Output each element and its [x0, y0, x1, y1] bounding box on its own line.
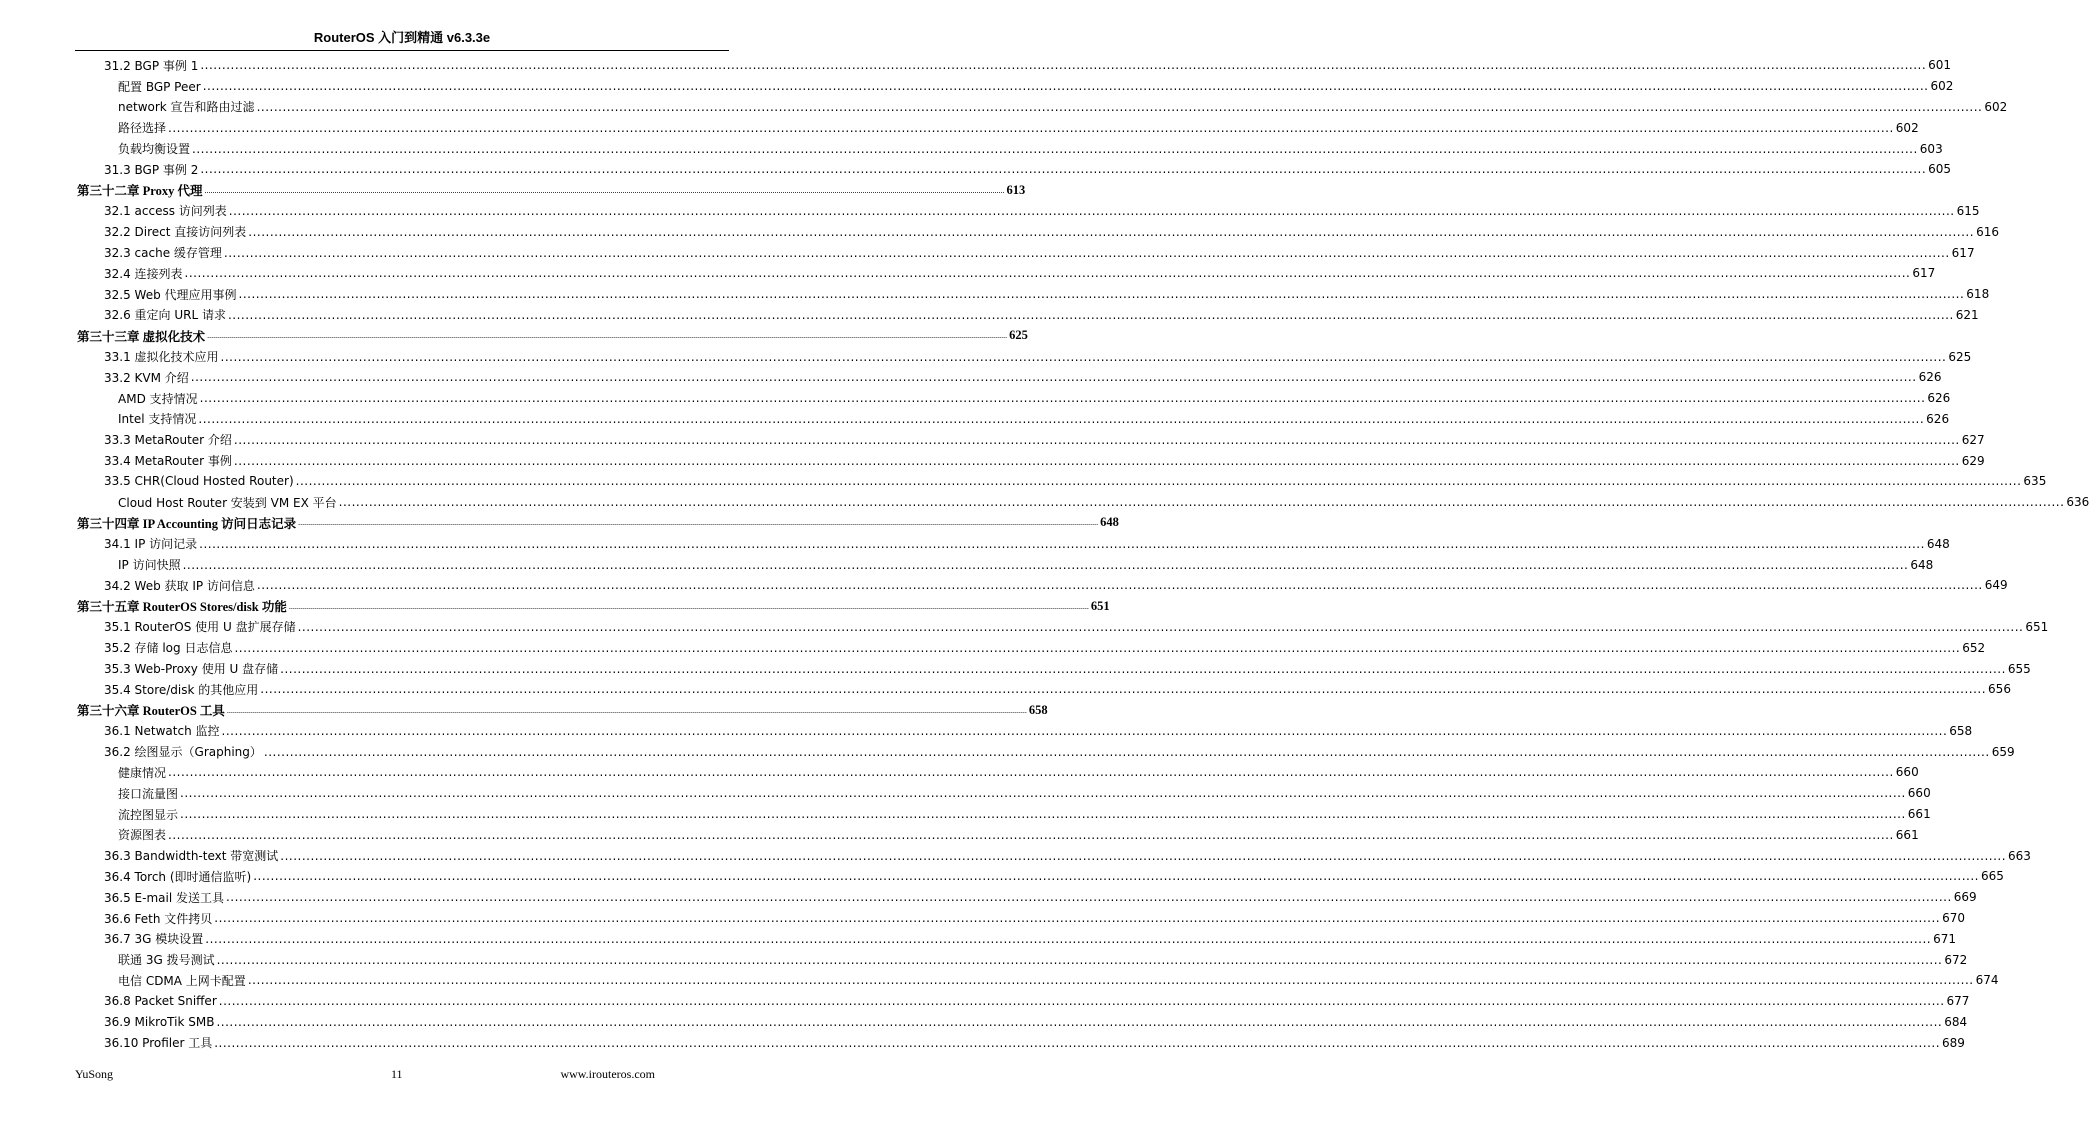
toc-entry-title: 36.10 Profiler 工具	[104, 1036, 213, 1051]
toc-entry-page: 602	[1930, 79, 1954, 94]
toc-entry-title: 35.1 RouterOS 使用 U 盘扩展存储	[104, 620, 296, 635]
toc-entry-title: 33.3 MetaRouter 介绍	[104, 433, 232, 448]
toc-section-entry[interactable]	[75, 450, 1985, 471]
toc-entry-page: 636	[2066, 495, 2089, 510]
toc-section-entry[interactable]	[75, 845, 2031, 866]
toc-entry-page: 660	[1907, 786, 1931, 801]
toc-section-entry[interactable]	[75, 908, 1965, 929]
toc-entry-title: 第三十五章 RouterOS Stores/disk 功能	[77, 600, 287, 615]
toc-entry-title: 36.9 MikroTik SMB	[104, 1015, 215, 1030]
toc-entry-title: 32.2 Direct 直接访问列表	[104, 225, 247, 240]
dot-leader: ................................................................................................................................................................................................................................................................................................................................................................................................................	[297, 619, 2024, 634]
dot-leader: ................................................................................................................................................................................................................................................................................................................................................................................................................	[220, 349, 1947, 364]
toc-entry-page: 635	[2023, 474, 2047, 489]
dot-leader: ................................................................................................................................................................................................................................................................................................................................................................................................................	[200, 162, 1927, 177]
dot-leader: ................................................................................................................................................................................................................................................................................................................................................................................................................	[295, 474, 2022, 489]
toc-subsection-entry[interactable]	[75, 138, 1943, 159]
toc-entry-page: 626	[1926, 411, 1950, 426]
toc-chapter-entry[interactable]	[75, 513, 1119, 534]
toc-entry-page: 670	[1942, 911, 1965, 926]
dot-leader: ................................................................................................................................................................................................................................................................................................................................................................................................................	[225, 890, 1952, 905]
dot-leader: ................................................................................................................................................................................................................................................................................................................................................................................................................	[182, 557, 1909, 572]
toc-subsection-entry[interactable]	[75, 783, 1931, 804]
toc-subsection-entry[interactable]	[75, 492, 2089, 513]
toc-entry-title: 第三十二章 Proxy 代理	[77, 184, 203, 199]
toc-section-entry[interactable]	[75, 866, 2004, 887]
toc-entry-page: 627	[1961, 432, 1985, 447]
toc-section-entry[interactable]	[75, 471, 2047, 492]
dot-leader: ................................................................................................................................................................................................................................................................................................................................................................................................................	[180, 786, 1906, 801]
footer-author: YuSong	[75, 1067, 114, 1081]
toc-subsection-entry[interactable]	[75, 388, 1951, 409]
dot-leader: ................................................................................................................................................................................................................................................................................................................................................................................................................	[192, 141, 1918, 156]
dot-leader: ................................................................................................................................................................................................................................................................................................................................................................................................................	[228, 203, 1955, 218]
toc-subsection-entry[interactable]	[75, 762, 1919, 783]
toc-entry-page: 677	[1946, 994, 1970, 1009]
toc-entry-title: 资源图表	[118, 828, 167, 843]
toc-entry-title: 36.5 E-mail 发送工具	[104, 890, 224, 905]
toc-entry-title: 负载均衡设置	[118, 142, 191, 157]
toc-section-entry[interactable]	[75, 221, 1999, 242]
dot-leader: ................................................................................................................................................................................................................................................................................................................................................................................................................	[190, 370, 1917, 385]
toc-section-entry[interactable]	[75, 887, 1977, 908]
toc-chapter-entry[interactable]	[75, 700, 1048, 721]
dot-leader: ................................................................................................................................................................................................................................................................................................................................................................................................................	[168, 827, 1894, 842]
dot-leader: ................................................................................................................................................................................................................................................................................................................................................................................................................	[202, 79, 1929, 94]
dot-leader: ................................................................................................................................................................................................................................................................................................................................................................................................................	[288, 601, 1089, 611]
toc-entry-title: 31.3 BGP 事例 2	[104, 162, 199, 177]
toc-section-entry[interactable]	[75, 1032, 1965, 1053]
page-header: RouterOS 入门到精通 v6.3.3e	[313, 30, 491, 45]
toc-section-entry[interactable]	[75, 263, 1936, 284]
toc-entry-page: 689	[1942, 1035, 1965, 1050]
toc-subsection-entry[interactable]	[75, 76, 1954, 97]
dot-leader: ................................................................................................................................................................................................................................................................................................................................................................................................................	[214, 1035, 1941, 1050]
toc-entry-title: 34.2 Web 获取 IP 访问信息	[104, 578, 255, 593]
toc-entry-title: 第三十六章 RouterOS 工具	[77, 704, 225, 719]
dot-leader: ................................................................................................................................................................................................................................................................................................................................................................................................................	[223, 245, 1950, 260]
toc-section-entry[interactable]	[75, 429, 1985, 450]
toc-entry-page: 615	[1956, 203, 1980, 218]
toc-section-entry[interactable]	[75, 201, 1980, 222]
toc-entry-title: 第三十四章 IP Accounting 访问日志记录	[77, 516, 297, 531]
dot-leader: ................................................................................................................................................................................................................................................................................................................................................................................................................	[216, 1015, 1943, 1030]
toc-section-entry[interactable]	[75, 55, 1952, 76]
toc-entry-page: 652	[1962, 640, 1986, 655]
dot-leader: ................................................................................................................................................................................................................................................................................................................................................................................................................	[298, 518, 1099, 528]
toc-entry-title: 32.4 连接列表	[104, 266, 183, 281]
dot-leader: ................................................................................................................................................................................................................................................................................................................................................................................................................	[218, 994, 1945, 1009]
toc-subsection-entry[interactable]	[75, 554, 1934, 575]
toc-entry-page: 659	[1991, 744, 2015, 759]
toc-subsection-entry[interactable]	[75, 804, 1931, 825]
toc-section-entry[interactable]	[75, 242, 1975, 263]
toc-entry-page: 648	[1926, 536, 1950, 551]
toc-entry-title: 电信 CDMA 上网卡配置	[118, 973, 246, 988]
toc-section-entry[interactable]	[75, 284, 1990, 305]
dot-leader: ................................................................................................................................................................................................................................................................................................................................................................................................................	[338, 495, 2065, 510]
toc-entry-title: 33.5 CHR(Cloud Hosted Router)	[104, 474, 294, 489]
toc-entry-page: 656	[1988, 682, 2011, 697]
dot-leader: ................................................................................................................................................................................................................................................................................................................................................................................................................	[256, 99, 1983, 114]
toc-entry-page: 649	[1984, 578, 2008, 593]
toc-entry-title: 35.4 Store/disk 的其他应用	[104, 682, 259, 697]
dot-leader: ................................................................................................................................................................................................................................................................................................................................................................................................................	[248, 224, 1975, 239]
toc-section-entry[interactable]	[75, 533, 1950, 554]
toc-entry-title: 健康情况	[118, 765, 167, 780]
toc-entry-page: 663	[2008, 848, 2031, 863]
toc-entry-page: 601	[1928, 58, 1952, 73]
dot-leader: ................................................................................................................................................................................................................................................................................................................................................................................................................	[216, 952, 1943, 967]
dot-leader: ................................................................................................................................................................................................................................................................................................................................................................................................................	[199, 391, 1926, 406]
toc-section-entry[interactable]	[75, 159, 1952, 180]
toc-subsection-entry[interactable]	[75, 97, 2008, 118]
toc-entry-page: 602	[1895, 120, 1919, 135]
toc-section-entry[interactable]	[75, 367, 1942, 388]
toc-section-entry[interactable]	[75, 305, 1979, 326]
toc-entry-title: 32.1 access 访问列表	[104, 204, 227, 219]
toc-entry-title: AMD 支持情况	[118, 391, 198, 406]
toc-entry-title: 联通 3G 拨号测试	[118, 953, 215, 968]
toc-section-entry[interactable]	[75, 658, 2031, 679]
toc-entry-title: 接口流量图	[118, 786, 179, 801]
page-footer	[75, 1067, 655, 1083]
toc-entry-title: 36.7 3G 模块设置	[104, 932, 204, 947]
dot-leader: ................................................................................................................................................................................................................................................................................................................................................................................................................	[168, 765, 1894, 780]
toc-entry-page: 669	[1953, 890, 1977, 905]
dot-leader: ................................................................................................................................................................................................................................................................................................................................................................................................................	[199, 536, 1925, 551]
dot-leader: ................................................................................................................................................................................................................................................................................................................................................................................................................	[234, 640, 1961, 655]
toc-chapter-entry[interactable]	[75, 596, 1110, 617]
dot-leader: ................................................................................................................................................................................................................................................................................................................................................................................................................	[226, 705, 1027, 715]
toc-entry-title: 36.6 Feth 文件拷贝	[104, 911, 213, 926]
dot-leader: ................................................................................................................................................................................................................................................................................................................................................................................................................	[227, 307, 1954, 322]
toc-section-entry[interactable]	[75, 617, 2049, 638]
toc-entry-page: 648	[1910, 557, 1934, 572]
toc-entry-page: 629	[1961, 453, 1985, 468]
toc-entry-page: 648	[1100, 515, 1119, 530]
toc-entry-page: 661	[1907, 807, 1931, 822]
toc-section-entry[interactable]	[75, 1012, 1968, 1033]
toc-entry-page: 626	[1918, 370, 1942, 385]
toc-entry-title: 33.4 MetaRouter 事例	[104, 454, 232, 469]
toc-entry-title: 36.4 Torch (即时通信监听)	[104, 869, 252, 884]
dot-leader: ................................................................................................................................................................................................................................................................................................................................................................................................................	[180, 807, 1906, 822]
toc-entry-title: Cloud Host Router 安装到 VM EX 平台	[118, 495, 337, 510]
dot-leader: ................................................................................................................................................................................................................................................................................................................................................................................................................	[207, 331, 1008, 341]
toc-entry-title: 35.3 Web-Proxy 使用 U 盘存储	[104, 662, 279, 676]
toc-subsection-entry[interactable]	[75, 117, 1919, 138]
dot-leader: ................................................................................................................................................................................................................................................................................................................................................................................................................	[280, 661, 2006, 676]
toc-entry-page: 674	[1975, 973, 1999, 988]
toc-entry-title: 32.3 cache 缓存管理	[104, 246, 222, 261]
toc-section-entry[interactable]	[75, 637, 1986, 658]
toc-subsection-entry[interactable]	[75, 949, 1968, 970]
footer-website: www.irouteros.com	[560, 1067, 655, 1081]
toc-entry-page: 684	[1944, 1015, 1968, 1030]
toc-entry-page: 613	[1006, 182, 1026, 197]
toc-entry-page: 605	[1928, 162, 1952, 177]
toc-entry-title: 33.2 KVM 介绍	[104, 370, 189, 385]
toc-entry-title: 33.1 虚拟化技术应用	[104, 350, 219, 365]
dot-leader: ................................................................................................................................................................................................................................................................................................................................................................................................................	[256, 578, 1983, 593]
toc-entry-title: 路径选择	[118, 121, 167, 136]
toc-entry-page: 672	[1944, 952, 1968, 967]
toc-entry-page: 665	[1981, 869, 2004, 884]
toc-section-entry[interactable]	[75, 741, 2015, 762]
dot-leader: ................................................................................................................................................................................................................................................................................................................................................................................................................	[214, 911, 1941, 926]
toc-entry-page: 660	[1895, 765, 1919, 780]
toc-entry-page: 621	[1955, 307, 1979, 322]
toc-entry-title: 配置 BGP Peer	[118, 79, 201, 94]
toc-entry-title: 35.2 存储 log 日志信息	[104, 641, 233, 656]
toc-entry-title: 流控图显示	[118, 807, 179, 822]
dot-leader: ................................................................................................................................................................................................................................................................................................................................................................................................................	[221, 723, 1948, 738]
dot-leader: ................................................................................................................................................................................................................................................................................................................................................................................................................	[260, 682, 1987, 697]
toc-chapter-entry[interactable]	[75, 325, 1028, 346]
toc-entry-page: 603	[1919, 141, 1943, 156]
toc-entry-page: 618	[1966, 287, 1990, 302]
toc-entry-page: 625	[1009, 328, 1028, 343]
toc-entry-title: 36.1 Netwatch 监控	[104, 724, 220, 739]
toc-entry-title: 31.2 BGP 事例 1	[104, 58, 199, 73]
toc-entry-page: 625	[1948, 349, 1972, 364]
toc-entry-title: 32.5 Web 代理应用事例	[104, 287, 237, 302]
toc-entry-page: 658	[1949, 723, 1973, 738]
dot-leader: ................................................................................................................................................................................................................................................................................................................................................................................................................	[200, 58, 1927, 73]
toc-entry-page: 617	[1951, 245, 1975, 260]
toc-entry-title: IP 访问快照	[118, 558, 181, 573]
toc-entry-title: network 宣告和路由过滤	[118, 100, 255, 115]
toc-section-entry[interactable]	[75, 575, 2008, 596]
toc-entry-page: 655	[2007, 661, 2031, 676]
dot-leader: ................................................................................................................................................................................................................................................................................................................................................................................................................	[233, 453, 1960, 468]
toc-subsection-entry[interactable]	[75, 409, 1950, 430]
dot-leader: ................................................................................................................................................................................................................................................................................................................................................................................................................	[233, 432, 1960, 447]
toc-entry-title: 32.6 重定向 URL 请求	[104, 308, 226, 323]
toc-entry-page: 616	[1976, 224, 1999, 239]
toc-entry-page: 658	[1028, 702, 1048, 717]
toc-section-entry[interactable]	[75, 679, 2011, 700]
toc-entry-title: 36.2 绘图显示（Graphing）	[104, 745, 262, 760]
dot-leader: ................................................................................................................................................................................................................................................................................................................................................................................................................	[205, 931, 1932, 946]
toc-entry-title: Intel 支持情况	[118, 412, 197, 427]
toc-entry-page: 661	[1895, 827, 1919, 842]
table-of-contents	[75, 55, 2089, 1053]
dot-leader: ................................................................................................................................................................................................................................................................................................................................................................................................................	[184, 266, 1911, 281]
toc-section-entry[interactable]	[75, 721, 1973, 742]
toc-entry-page: 651	[2025, 619, 2049, 634]
dot-leader: ................................................................................................................................................................................................................................................................................................................................................................................................................	[253, 869, 1979, 884]
dot-leader: ................................................................................................................................................................................................................................................................................................................................................................................................................	[168, 120, 1894, 135]
toc-entry-title: 34.1 IP 访问记录	[104, 537, 198, 552]
dot-leader: ................................................................................................................................................................................................................................................................................................................................................................................................................	[198, 411, 1925, 426]
toc-subsection-entry[interactable]	[75, 824, 1919, 845]
dot-leader: ................................................................................................................................................................................................................................................................................................................................................................................................................	[280, 848, 2007, 863]
dot-leader: ................................................................................................................................................................................................................................................................................................................................................................................................................	[204, 185, 1005, 195]
dot-leader: ................................................................................................................................................................................................................................................................................................................................................................................................................	[238, 287, 1965, 302]
footer-page-number: 11	[391, 1067, 403, 1081]
toc-entry-title: 36.8 Packet Sniffer	[104, 994, 217, 1009]
toc-chapter-entry[interactable]	[75, 180, 1026, 201]
toc-entry-page: 671	[1933, 931, 1956, 946]
toc-entry-title: 第三十三章 虚拟化技术	[77, 329, 206, 344]
toc-subsection-entry[interactable]	[75, 970, 1999, 991]
toc-entry-page: 602	[1984, 99, 2008, 114]
toc-entry-page: 626	[1927, 391, 1951, 406]
toc-entry-page: 617	[1912, 266, 1936, 281]
toc-entry-page: 651	[1090, 598, 1110, 613]
dot-leader: ................................................................................................................................................................................................................................................................................................................................................................................................................	[263, 744, 1990, 759]
toc-entry-title: 36.3 Bandwidth-text 带宽测试	[104, 849, 279, 864]
header-rule	[75, 50, 729, 51]
dot-leader: ................................................................................................................................................................................................................................................................................................................................................................................................................	[247, 973, 1974, 988]
toc-section-entry[interactable]	[75, 928, 1956, 949]
toc-section-entry[interactable]	[75, 991, 1970, 1012]
toc-section-entry[interactable]	[75, 346, 1972, 367]
